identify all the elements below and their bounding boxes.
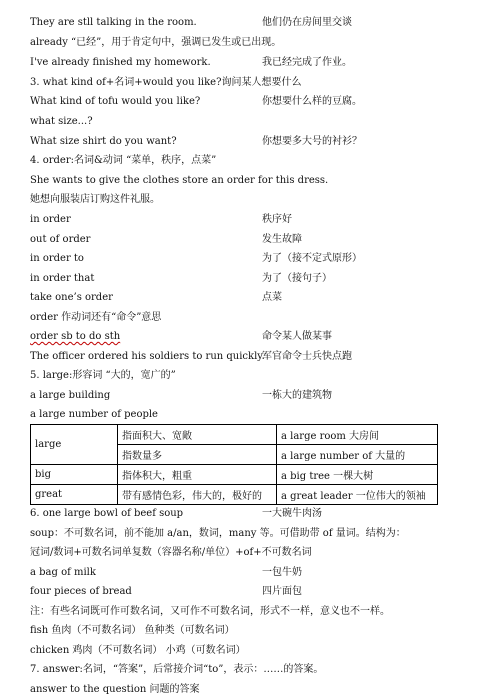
table-row bbox=[31, 465, 438, 485]
phrase-meaning: 四片面包 bbox=[262, 586, 302, 597]
chinese-translation: 他们仍在房间里交谈 bbox=[262, 17, 352, 28]
table-cell-word: big bbox=[31, 465, 118, 485]
english-sentence: The officer ordered his soldiers to run quickly. bbox=[30, 351, 265, 362]
table-cell-example: a large room 大房间 bbox=[277, 425, 438, 445]
grammar-note: already “已经”，用于肯定句中，强调已发生或已出现。 bbox=[30, 37, 282, 48]
table-cell-word: great bbox=[31, 485, 118, 505]
table-cell-meaning: 指数量多 bbox=[118, 445, 277, 465]
phrase: four pieces of bread bbox=[30, 586, 132, 597]
phrase: in order bbox=[30, 214, 71, 225]
phrase: a bag of milk bbox=[30, 567, 96, 578]
phrase-meaning: 一大碗牛肉汤 bbox=[262, 508, 322, 519]
phrase-meaning: 秩序好 bbox=[262, 214, 292, 225]
grammar-note: 注：有些名词既可作可数名词，又可作不可数名词，形式不一样，意义也不一样。 bbox=[30, 606, 390, 617]
grammar-note: order 作动词还有“命令”意思 bbox=[30, 312, 162, 323]
english-sentence: What size shirt do you want? bbox=[30, 136, 177, 147]
phrase: order sb to do sth bbox=[30, 331, 121, 342]
table-row bbox=[31, 425, 438, 445]
chinese-translation: 你想要什么样的豆腐。 bbox=[262, 96, 362, 107]
phrase: out of order bbox=[30, 234, 91, 245]
vocab-example: chicken 鸡肉（不可数名词） 小鸡（可数名词） bbox=[30, 645, 246, 656]
table-cell-example: a big tree 一棵大树 bbox=[277, 465, 438, 485]
table-cell-meaning: 指体积大，粗重 bbox=[118, 465, 277, 485]
section-heading: 5. large:形容词 “大的，宽广的” bbox=[30, 370, 176, 381]
vocab-example: fish 鱼肉（不可数名词） 鱼种类（可数名词） bbox=[30, 625, 235, 636]
phrase: a large building bbox=[30, 390, 111, 401]
phrase: 6. one large bowl of beef soup bbox=[30, 508, 184, 519]
phrase-meaning: 命令某人做某事 bbox=[262, 331, 332, 342]
section-heading: 4. order:名词&动词 “菜单，秩序，点菜” bbox=[30, 155, 217, 166]
phrase-meaning: 点菜 bbox=[262, 292, 282, 303]
table-row bbox=[31, 485, 438, 505]
phrase: take one’s order bbox=[30, 292, 113, 303]
table-cell-example: a large number of 大量的 bbox=[277, 445, 438, 465]
english-sentence: They are stll talking in the room. bbox=[30, 17, 197, 28]
phrase-meaning: 一栋大的建筑物 bbox=[262, 390, 332, 401]
section-heading: 3. what kind of+名词+would you like?询问某人想要什么 bbox=[30, 77, 302, 88]
english-sentence: She wants to give the clothes store an order for this dress. bbox=[30, 175, 329, 186]
phrase: answer to the question 问题的答案 bbox=[30, 684, 200, 695]
phrase-meaning: 发生故障 bbox=[262, 234, 302, 245]
chinese-translation: 军官命令士兵快点跑 bbox=[262, 351, 352, 362]
table-cell-meaning: 指面积大、宽敞 bbox=[118, 425, 277, 445]
phrase: in order that bbox=[30, 273, 95, 284]
table-cell-example: a great leader 一位伟大的领袖 bbox=[277, 485, 438, 505]
english-sentence: I've already finished my homework. bbox=[30, 57, 211, 68]
chinese-translation: 我已经完成了作业。 bbox=[262, 57, 352, 68]
word-comparison-table bbox=[30, 424, 438, 505]
phrase-meaning: 为了（接句子） bbox=[262, 273, 332, 284]
grammar-note: 冠词/数词+可数名词单复数（容器名称/单位）+of+不可数名词 bbox=[30, 547, 312, 558]
grammar-note: soup：不可数名词，前不能加 a/an，数词，many 等。可借助带 of 量词。结构为： bbox=[30, 528, 406, 539]
phrase-meaning: 为了（接不定式原形） bbox=[262, 253, 362, 264]
table-cell-word: large bbox=[31, 425, 118, 465]
english-sentence: What kind of tofu would you like? bbox=[30, 96, 201, 107]
phrase-line: what size...? bbox=[30, 116, 93, 127]
section-heading: 7. answer:名词，“答案”，后常接介词“to”，表示：……的答案。 bbox=[30, 664, 324, 675]
chinese-translation: 她想向服装店订购这件礼服。 bbox=[30, 194, 160, 205]
phrase-meaning: 一包牛奶 bbox=[262, 567, 302, 578]
table-cell-meaning: 带有感情色彩，伟大的，极好的 bbox=[118, 485, 277, 505]
chinese-translation: 你想要多大号的衬衫？ bbox=[262, 136, 362, 147]
phrase: in order to bbox=[30, 253, 84, 264]
phrase: a large number of people bbox=[30, 409, 158, 420]
